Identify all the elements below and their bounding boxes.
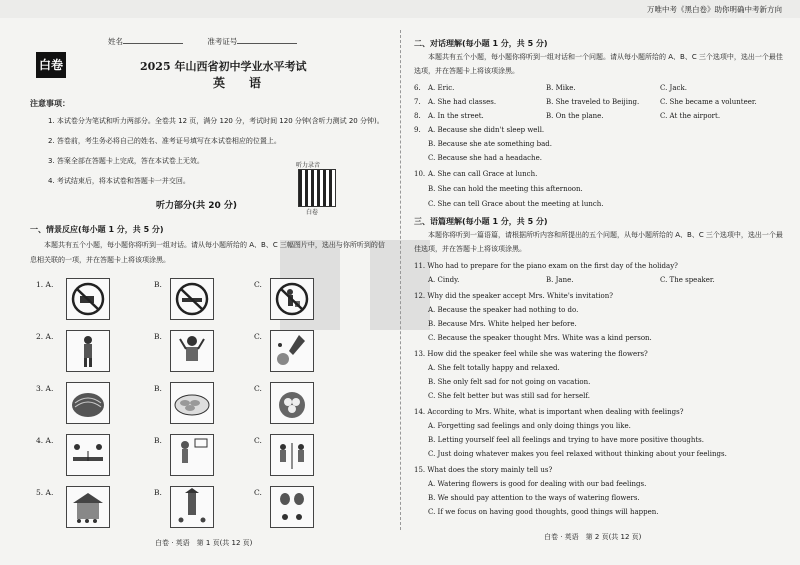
brand-slogan: 万唯中考《黑白卷》助你明确中考新方向	[647, 5, 782, 14]
left-page	[30, 32, 390, 552]
question-9	[414, 126, 421, 134]
question-15-stem: 15. What does the story mainly tell us?	[414, 466, 553, 474]
picture-question-1	[30, 278, 390, 326]
name-label: 姓名	[108, 37, 123, 46]
q7-option-a[interactable]: A. She had classes.	[428, 98, 497, 106]
option-c-label: C.	[254, 488, 262, 497]
question-12-stem: 12. Why did the speaker accept Mrs. White's invitation?	[414, 292, 614, 300]
qr-code-icon[interactable]	[298, 169, 336, 207]
question-6	[414, 84, 421, 92]
q9-option-a[interactable]: A. Because she didn't sleep well.	[428, 126, 545, 134]
q14-option-a[interactable]: A. Forgetting sad feelings and only doing things you like.	[428, 422, 631, 430]
q8-option-b[interactable]: B. On the plane.	[546, 112, 604, 120]
qr-caption-2: 白卷	[306, 209, 319, 216]
option-b-label: B.	[154, 384, 162, 393]
q6-option-a[interactable]: A. Eric.	[428, 84, 455, 92]
no-dog-icon[interactable]	[66, 278, 110, 320]
question-number: 3. A.	[36, 384, 54, 393]
picture-question-2	[30, 330, 390, 378]
top-bar	[0, 0, 800, 18]
note-item: 4. 考试结束后，将本试卷和答题卡一并交回。	[48, 177, 190, 185]
option-c-label: C.	[254, 436, 262, 445]
subject-title: 英 语	[213, 76, 268, 90]
page-footer-right: 白卷 · 英语 第 2 页(共 12 页)	[544, 533, 642, 541]
option-b-label: B.	[154, 488, 162, 497]
badminton-icon[interactable]	[270, 434, 314, 476]
option-c-label: C.	[254, 332, 262, 341]
q14-option-b[interactable]: B. Letting yourself feel all feelings and trying to have more positive thoughts.	[428, 436, 704, 444]
exam-title: 2025 年山西省初中学业水平考试	[140, 60, 307, 73]
picture-question-4	[30, 434, 390, 482]
person-standing-icon[interactable]	[66, 330, 110, 372]
note-item: 2. 答卷前，考生务必将自己的姓名、准考证号填写在本试卷相应的位置上。	[48, 137, 281, 145]
q8-option-a[interactable]: A. In the street.	[428, 112, 484, 120]
q9-option-c[interactable]: C. Because she had a headache.	[428, 154, 542, 162]
section-2-instructions: 本题共有五个小题，每小题你将听到一组对话和一个问题。请从每小题所给的 A、B、C 三个选项中，选出一个最佳选项，并在答题卡上将该项涂黑。	[414, 53, 783, 75]
rice-balls-icon[interactable]	[270, 382, 314, 424]
question-number: 7.	[414, 98, 421, 106]
q10-option-a[interactable]: A. She can call Grace at lunch.	[428, 170, 538, 178]
note-item: 1. 本试卷分为笔试和听力两部分。全卷共 12 页，满分 120 分，考试时间 120 分钟(含听力测试 20 分钟)。	[48, 117, 384, 125]
id-line	[237, 43, 297, 44]
q9-option-b[interactable]: B. Because she ate something bad.	[428, 140, 552, 148]
q14-option-c[interactable]: C. Just doing whatever makes you feel relaxed without thinking about your feelings.	[428, 450, 727, 458]
person-hands-up-icon[interactable]	[170, 330, 214, 372]
section-1-title: 一、情景反应(每小题 1 分，共 5 分)	[30, 225, 164, 234]
question-11-stem: 11. Who had to prepare for the piano exam on the first day of the holiday?	[414, 262, 678, 270]
q15-option-c[interactable]: C. If we focus on having good thoughts, good things will happen.	[428, 508, 659, 516]
temple-icon[interactable]	[66, 486, 110, 528]
table-tennis-icon[interactable]	[66, 434, 110, 476]
notes-heading: 注意事项：	[30, 99, 70, 108]
picture-question-3	[30, 382, 390, 430]
q13-option-b[interactable]: B. She only felt sad for not going on vacation.	[428, 378, 591, 386]
q13-option-c[interactable]: C. She felt better but was still sad for herself.	[428, 392, 590, 400]
name-line	[123, 43, 183, 44]
page-footer-left: 白卷 · 英语 第 1 页(共 12 页)	[155, 539, 253, 547]
q10-option-b[interactable]: B. She can hold the meeting this afternoon.	[428, 185, 583, 193]
no-smoking-icon[interactable]	[170, 278, 214, 320]
question-7	[414, 98, 421, 106]
question-number: 2. A.	[36, 332, 54, 341]
section-3-title: 三、语篇理解(每小题 1 分，共 5 分)	[414, 217, 548, 226]
badge-baijuan: 白卷	[36, 52, 66, 78]
question-number: 6.	[414, 84, 421, 92]
basketball-icon[interactable]	[170, 434, 214, 476]
id-label: 准考证号	[207, 37, 238, 46]
tower-crowd-icon[interactable]	[170, 486, 214, 528]
q15-option-b[interactable]: B. We should pay attention to the ways of watering flowers.	[428, 494, 640, 502]
q11-option-c[interactable]: C. The speaker.	[660, 276, 715, 284]
option-b-label: B.	[154, 332, 162, 341]
part-title: 听力部分(共 20 分)	[156, 201, 238, 211]
right-page	[414, 32, 784, 542]
q6-option-c[interactable]: C. Jack.	[660, 84, 687, 92]
dumplings-icon[interactable]	[170, 382, 214, 424]
option-b-label: B.	[154, 436, 162, 445]
q11-option-a[interactable]: A. Cindy.	[428, 276, 460, 284]
section-2-title: 二、对话理解(每小题 1 分，共 5 分)	[414, 39, 548, 48]
noodles-icon[interactable]	[66, 382, 110, 424]
q15-option-a[interactable]: A. Watering flowers is good for dealing with our bad feelings.	[428, 480, 647, 488]
question-8	[414, 112, 421, 120]
q7-option-c[interactable]: C. She became a volunteer.	[660, 98, 757, 106]
question-number: 5. A.	[36, 488, 54, 497]
picture-question-5	[30, 486, 390, 534]
q6-option-b[interactable]: B. Mike.	[546, 84, 576, 92]
question-14-stem: 14. According to Mrs. White, what is important when dealing with feelings?	[414, 408, 684, 416]
rocket-icon[interactable]	[270, 330, 314, 372]
q11-option-b[interactable]: B. Jane.	[546, 276, 574, 284]
q7-option-b[interactable]: B. She traveled to Beijing.	[546, 98, 640, 106]
note-item: 3. 答案全部在答题卡上完成，答在本试卷上无效。	[48, 157, 204, 165]
question-number: 10.	[414, 170, 426, 178]
q10-option-c[interactable]: C. She can tell Grace about the meeting at lunch.	[428, 200, 604, 208]
qr-caption: 听力录音	[296, 162, 321, 169]
option-c-label: C.	[254, 384, 262, 393]
question-number: 4. A.	[36, 436, 54, 445]
q12-option-b[interactable]: B. Because Mrs. White helped her before.	[428, 320, 577, 328]
question-10	[414, 170, 425, 178]
question-number: 1. A.	[36, 280, 54, 289]
question-13-stem: 13. How did the speaker feel while she was watering the flowers?	[414, 350, 648, 358]
no-littering-icon[interactable]	[270, 278, 314, 320]
q12-option-a[interactable]: A. Because the speaker had nothing to do.	[428, 306, 579, 314]
section-3-instructions: 本题你将听到一篇语篇，请根据所听内容和所提出的五个问题，从每小题所给的 A、B、C 三个选项中，选出一个最佳选项，并在答题卡上将该项涂黑。	[414, 231, 783, 253]
q12-option-c[interactable]: C. Because the speaker thought Mrs. White was a kind person.	[428, 334, 652, 342]
option-b-label: B.	[154, 280, 162, 289]
section-1-instructions: 本题共有五个小题，每小题你将听到一组对话。请从每小题所给的 A、B、C 三幅图片中，选出与你所听到的信息相关联的一项，并在答题卡上将该项涂黑。	[30, 241, 385, 264]
option-c-label: C.	[254, 280, 262, 289]
lanterns-icon[interactable]	[270, 486, 314, 528]
question-number: 9.	[414, 126, 421, 134]
q13-option-a[interactable]: A. She felt totally happy and relaxed.	[428, 364, 560, 372]
question-number: 8.	[414, 112, 421, 120]
q8-option-c[interactable]: C. At the airport.	[660, 112, 721, 120]
page-divider	[400, 30, 401, 530]
candidate-info	[108, 36, 319, 47]
